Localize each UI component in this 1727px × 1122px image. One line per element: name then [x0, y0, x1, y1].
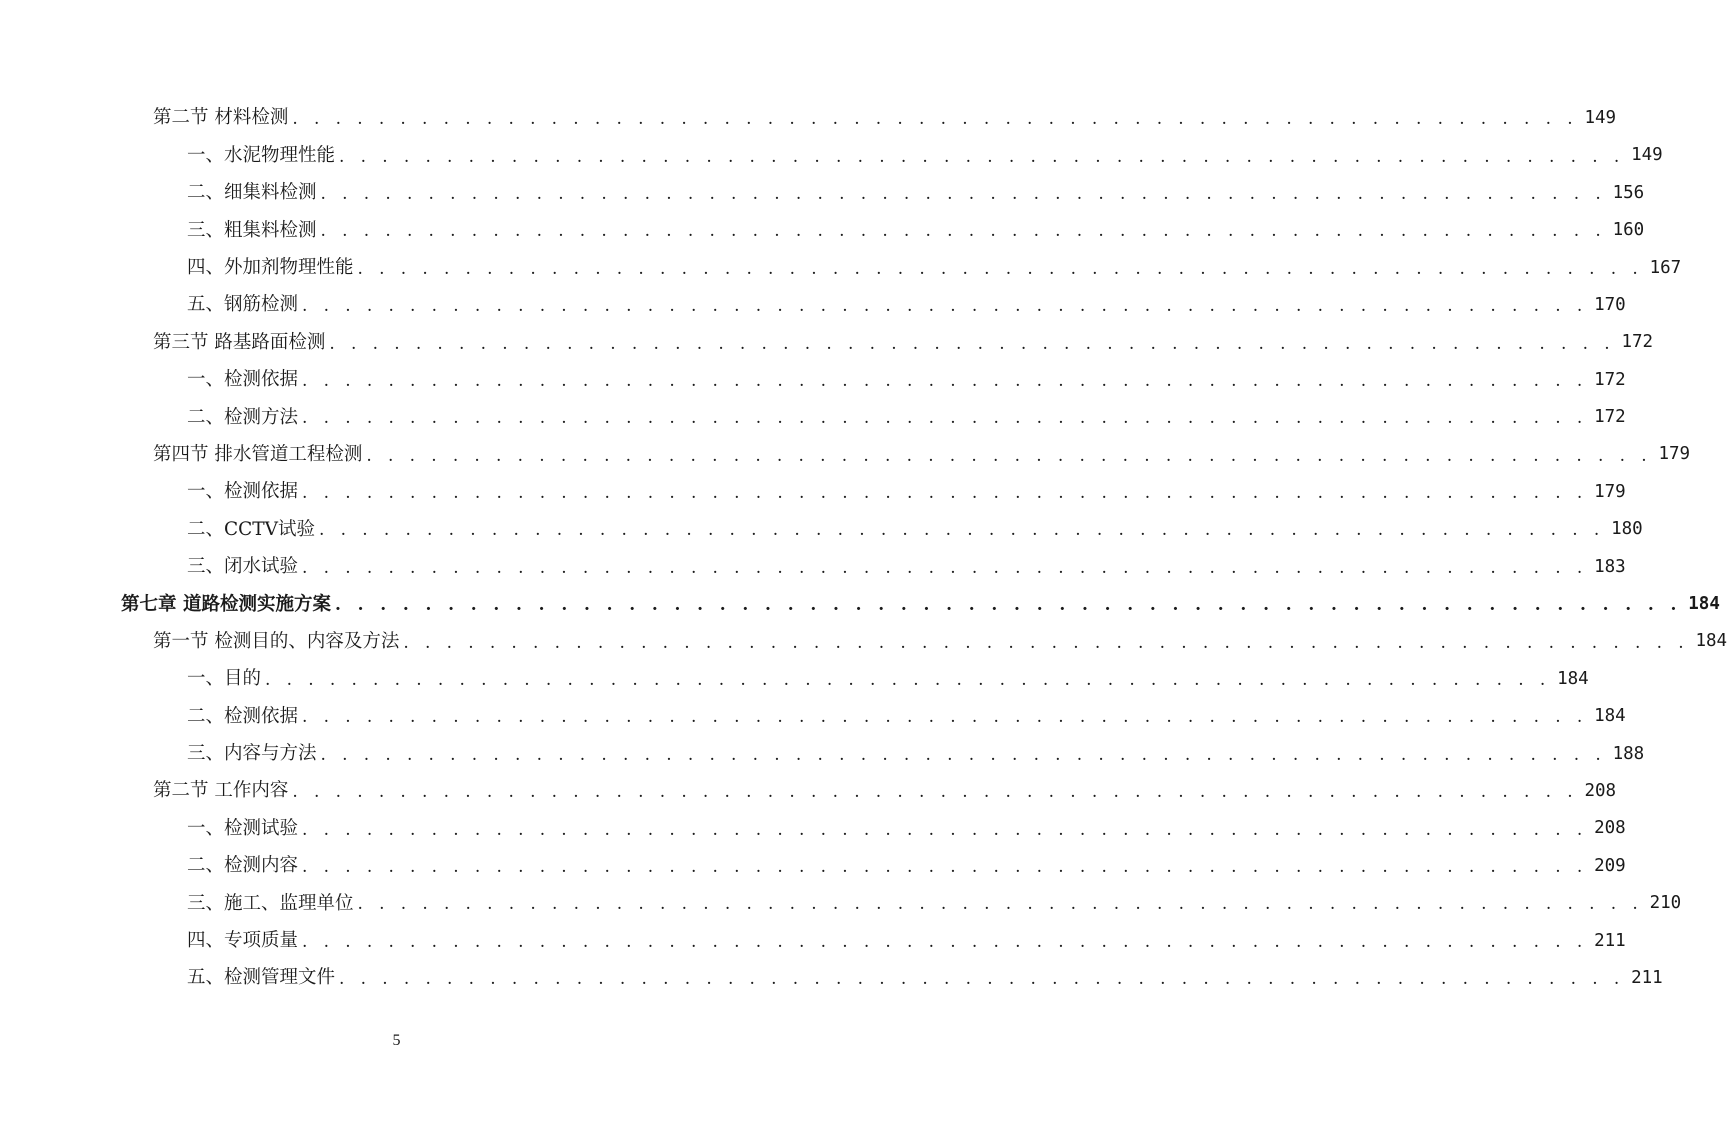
toc-dot-leader: . . . . . . . . . . . . . . . . . . . . . . . . . . . . . . . . . . . . . . . . . . . . . . . . . . . . . . . . . . . .: [319, 520, 1605, 541]
toc-entry-page-number: 208: [1594, 818, 1626, 839]
toc-dot-leader: . . . . . . . . . . . . . . . . . . . . . . . . . . . . . . . . . . . . . . . . . . . . . . . . . . . . . . . . . . . .: [302, 557, 1588, 578]
toc-dot-leader: . . . . . . . . . . . . . . . . . . . . . . . . . . . . . . . . . . . . . . . . . . . . . . . . . . . . . . . . . . . .: [302, 370, 1588, 391]
toc-entry-title: 第二节 材料检测: [153, 107, 289, 129]
toc-dot-leader: . . . . . . . . . . . . . . . . . . . . . . . . . . . . . . . . . . . . . . . . . . . . . . . . . . . . . . . . . . . .: [302, 819, 1588, 840]
toc-dot-leader: . . . . . . . . . . . . . . . . . . . . . . . . . . . . . . . . . . . . . . . . . . . . . . . . . . . . . . . . . . . .: [292, 109, 1579, 130]
toc-item-row[interactable]: [0, 175, 1645, 212]
toc-item-row[interactable]: [0, 250, 1682, 287]
toc-entry-title: 三、粗集料检测: [187, 219, 317, 241]
toc-item-row[interactable]: [0, 960, 1663, 997]
toc-entry-title: 四、外加剂物理性能: [187, 257, 354, 278]
toc-entry-title: 二、检测依据: [187, 705, 299, 727]
toc-item-row[interactable]: [0, 549, 1626, 586]
toc-dot-leader: . . . . . . . . . . . . . . . . . . . . . . . . . . . . . . . . . . . . . . . . . . . . . . . . . . . . . . . . . . . .: [302, 707, 1588, 728]
toc-dot-leader: . . . . . . . . . . . . . . . . . . . . . . . . . . . . . . . . . . . . . . . . . . . . . . . . . . . . . . . . . . . .: [339, 969, 1625, 990]
toc-entry-page-number: 172: [1621, 332, 1654, 353]
toc-section-row[interactable]: [0, 623, 1727, 660]
toc-dot-leader: . . . . . . . . . . . . . . . . . . . . . . . . . . . . . . . . . . . . . . . . . . . . . . . . . . . . . . . . . . . .: [265, 670, 1551, 691]
toc-item-row[interactable]: [0, 848, 1626, 885]
toc-section-row[interactable]: [0, 437, 1691, 474]
toc-dot-leader: . . . . . . . . . . . . . . . . . . . . . . . . . . . . . . . . . . . . . . . . . . . . . . . . . . . . . . . . . . . .: [302, 857, 1588, 877]
toc-entry-page-number: 180: [1611, 519, 1643, 540]
toc-dot-leader: . . . . . . . . . . . . . . . . . . . . . . . . . . . . . . . . . . . . . . . . . . . . . . . . . . . . . . . . . . . .: [302, 483, 1588, 504]
toc-item-row[interactable]: [0, 698, 1626, 735]
toc-item-row[interactable]: [0, 885, 1682, 922]
toc-entry-title: 第七章 道路检测实施方案: [121, 593, 331, 615]
toc-item-row[interactable]: [0, 399, 1626, 436]
toc-dot-leader: . . . . . . . . . . . . . . . . . . . . . . . . . . . . . . . . . . . . . . . . . . . . . . . . . . . . . . . . . . . .: [320, 221, 1607, 242]
toc-item-row[interactable]: [0, 474, 1626, 511]
toc-item-row[interactable]: [0, 511, 1643, 548]
toc-entry-page-number: 211: [1594, 930, 1626, 951]
toc-entry-title: 一、检测依据: [187, 481, 299, 503]
toc-entry-page-number: 179: [1594, 481, 1626, 502]
toc-entry-page-number: 167: [1649, 257, 1682, 278]
toc-entry-title: 第三节 路基路面检测: [153, 331, 326, 353]
toc-dot-leader: . . . . . . . . . . . . . . . . . . . . . . . . . . . . . . . . . . . . . . . . . . . . . . . . . . . . . . . . . . . .: [302, 296, 1588, 317]
toc-entry-page-number: 188: [1612, 743, 1645, 764]
toc-dot-leader: . . . . . . . . . . . . . . . . . . . . . . . . . . . . . . . . . . . . . . . . . . . . . . . . . . . . . . . . . . . .: [292, 782, 1579, 803]
toc-entry-title: 三、施工、监理单位: [187, 892, 354, 914]
toc-entry-page-number: 149: [1584, 107, 1617, 128]
toc-dot-leader: . . . . . . . . . . . . . . . . . . . . . . . . . . . . . . . . . . . . . . . . . . . . . . . . . . . . . . . . . . . .: [334, 595, 1682, 616]
toc-item-row[interactable]: [0, 923, 1626, 960]
toc-entry-title: 第四节 排水管道工程检测: [153, 443, 363, 465]
toc-section-row[interactable]: [0, 100, 1617, 137]
toc-entry-title: 第二节 工作内容: [153, 780, 289, 802]
toc-dot-leader: . . . . . . . . . . . . . . . . . . . . . . . . . . . . . . . . . . . . . . . . . . . . . . . . . . . . . . . . . . . .: [320, 183, 1607, 204]
toc-dot-leader: . . . . . . . . . . . . . . . . . . . . . . . . . . . . . . . . . . . . . . . . . . . . . . . . . . . . . . . . . . . .: [302, 408, 1588, 429]
toc-dot-leader: . . . . . . . . . . . . . . . . . . . . . . . . . . . . . . . . . . . . . . . . . . . . . . . . . . . . . . . . . . . .: [357, 894, 1644, 915]
toc-chapter-row[interactable]: [0, 586, 1720, 623]
toc-entry-title: 五、检测管理文件: [187, 967, 336, 989]
toc-item-row[interactable]: [0, 212, 1645, 249]
toc-dot-leader: . . . . . . . . . . . . . . . . . . . . . . . . . . . . . . . . . . . . . . . . . . . . . . . . . . . . . . . . . . . .: [357, 258, 1644, 279]
toc-entry-title: 二、检测方法: [187, 406, 299, 428]
toc-entry-page-number: 183: [1594, 556, 1626, 577]
toc-entry-title: 二、CCTV试验: [187, 518, 316, 540]
toc-item-row[interactable]: [0, 362, 1626, 399]
toc-entry-title: 一、检测依据: [187, 369, 299, 391]
page-number: 5: [392, 1032, 401, 1049]
toc-dot-leader: . . . . . . . . . . . . . . . . . . . . . . . . . . . . . . . . . . . . . . . . . . . . . . . . . . . . . . . . . . . .: [366, 445, 1653, 466]
toc-entry-title: 一、水泥物理性能: [187, 144, 336, 166]
toc-entry-page-number: 156: [1612, 182, 1645, 203]
toc-item-row[interactable]: [0, 137, 1663, 174]
toc-entry-page-number: 184: [1695, 631, 1727, 652]
toc-entry-title: 四、专项质量: [187, 930, 299, 952]
toc-dot-leader: . . . . . . . . . . . . . . . . . . . . . . . . . . . . . . . . . . . . . . . . . . . . . . . . . . . . . . . . . . . .: [403, 632, 1690, 653]
toc-entry-title: 一、目的: [187, 668, 262, 690]
toc-entry-title: 二、检测内容: [187, 855, 299, 877]
toc-entry-page-number: 179: [1658, 444, 1691, 465]
toc-entry-title: 一、检测试验: [187, 817, 299, 839]
toc-entry-page-number: 208: [1584, 780, 1617, 801]
toc-section-row[interactable]: [0, 773, 1617, 810]
toc-entry-page-number: 149: [1631, 145, 1663, 166]
toc-entry-page-number: 160: [1612, 220, 1645, 241]
toc-entry-page-number: 209: [1594, 855, 1626, 876]
toc-entry-page-number: 211: [1631, 967, 1663, 988]
toc-entry-page-number: 184: [1557, 668, 1589, 689]
toc-entry-page-number: 184: [1594, 706, 1626, 727]
toc-entry-title: 二、细集料检测: [187, 182, 317, 204]
toc-dot-leader: . . . . . . . . . . . . . . . . . . . . . . . . . . . . . . . . . . . . . . . . . . . . . . . . . . . . . . . . . . . .: [329, 333, 1616, 354]
toc-entry-title: 三、内容与方法: [187, 743, 317, 765]
toc-section-row[interactable]: [0, 324, 1654, 361]
table-of-contents: [0, 100, 1727, 997]
toc-entry-page-number: 170: [1594, 294, 1626, 315]
toc-entry-title: 第一节 检测目的、内容及方法: [153, 630, 400, 652]
toc-item-row[interactable]: [0, 810, 1626, 847]
toc-entry-page-number: 184: [1688, 594, 1720, 615]
toc-item-row[interactable]: [0, 661, 1589, 698]
toc-dot-leader: . . . . . . . . . . . . . . . . . . . . . . . . . . . . . . . . . . . . . . . . . . . . . . . . . . . . . . . . . . . .: [339, 146, 1625, 167]
toc-dot-leader: . . . . . . . . . . . . . . . . . . . . . . . . . . . . . . . . . . . . . . . . . . . . . . . . . . . . . . . . . . . .: [302, 931, 1588, 952]
toc-item-row[interactable]: [0, 287, 1626, 324]
toc-dot-leader: . . . . . . . . . . . . . . . . . . . . . . . . . . . . . . . . . . . . . . . . . . . . . . . . . . . . . . . . . . . .: [320, 744, 1607, 765]
toc-entry-title: 五、钢筋检测: [187, 294, 299, 316]
toc-item-row[interactable]: [0, 736, 1645, 773]
toc-entry-title: 三、闭水试验: [187, 556, 299, 578]
toc-entry-page-number: 172: [1594, 369, 1626, 390]
toc-entry-page-number: 210: [1649, 893, 1682, 914]
toc-entry-page-number: 172: [1594, 407, 1626, 428]
